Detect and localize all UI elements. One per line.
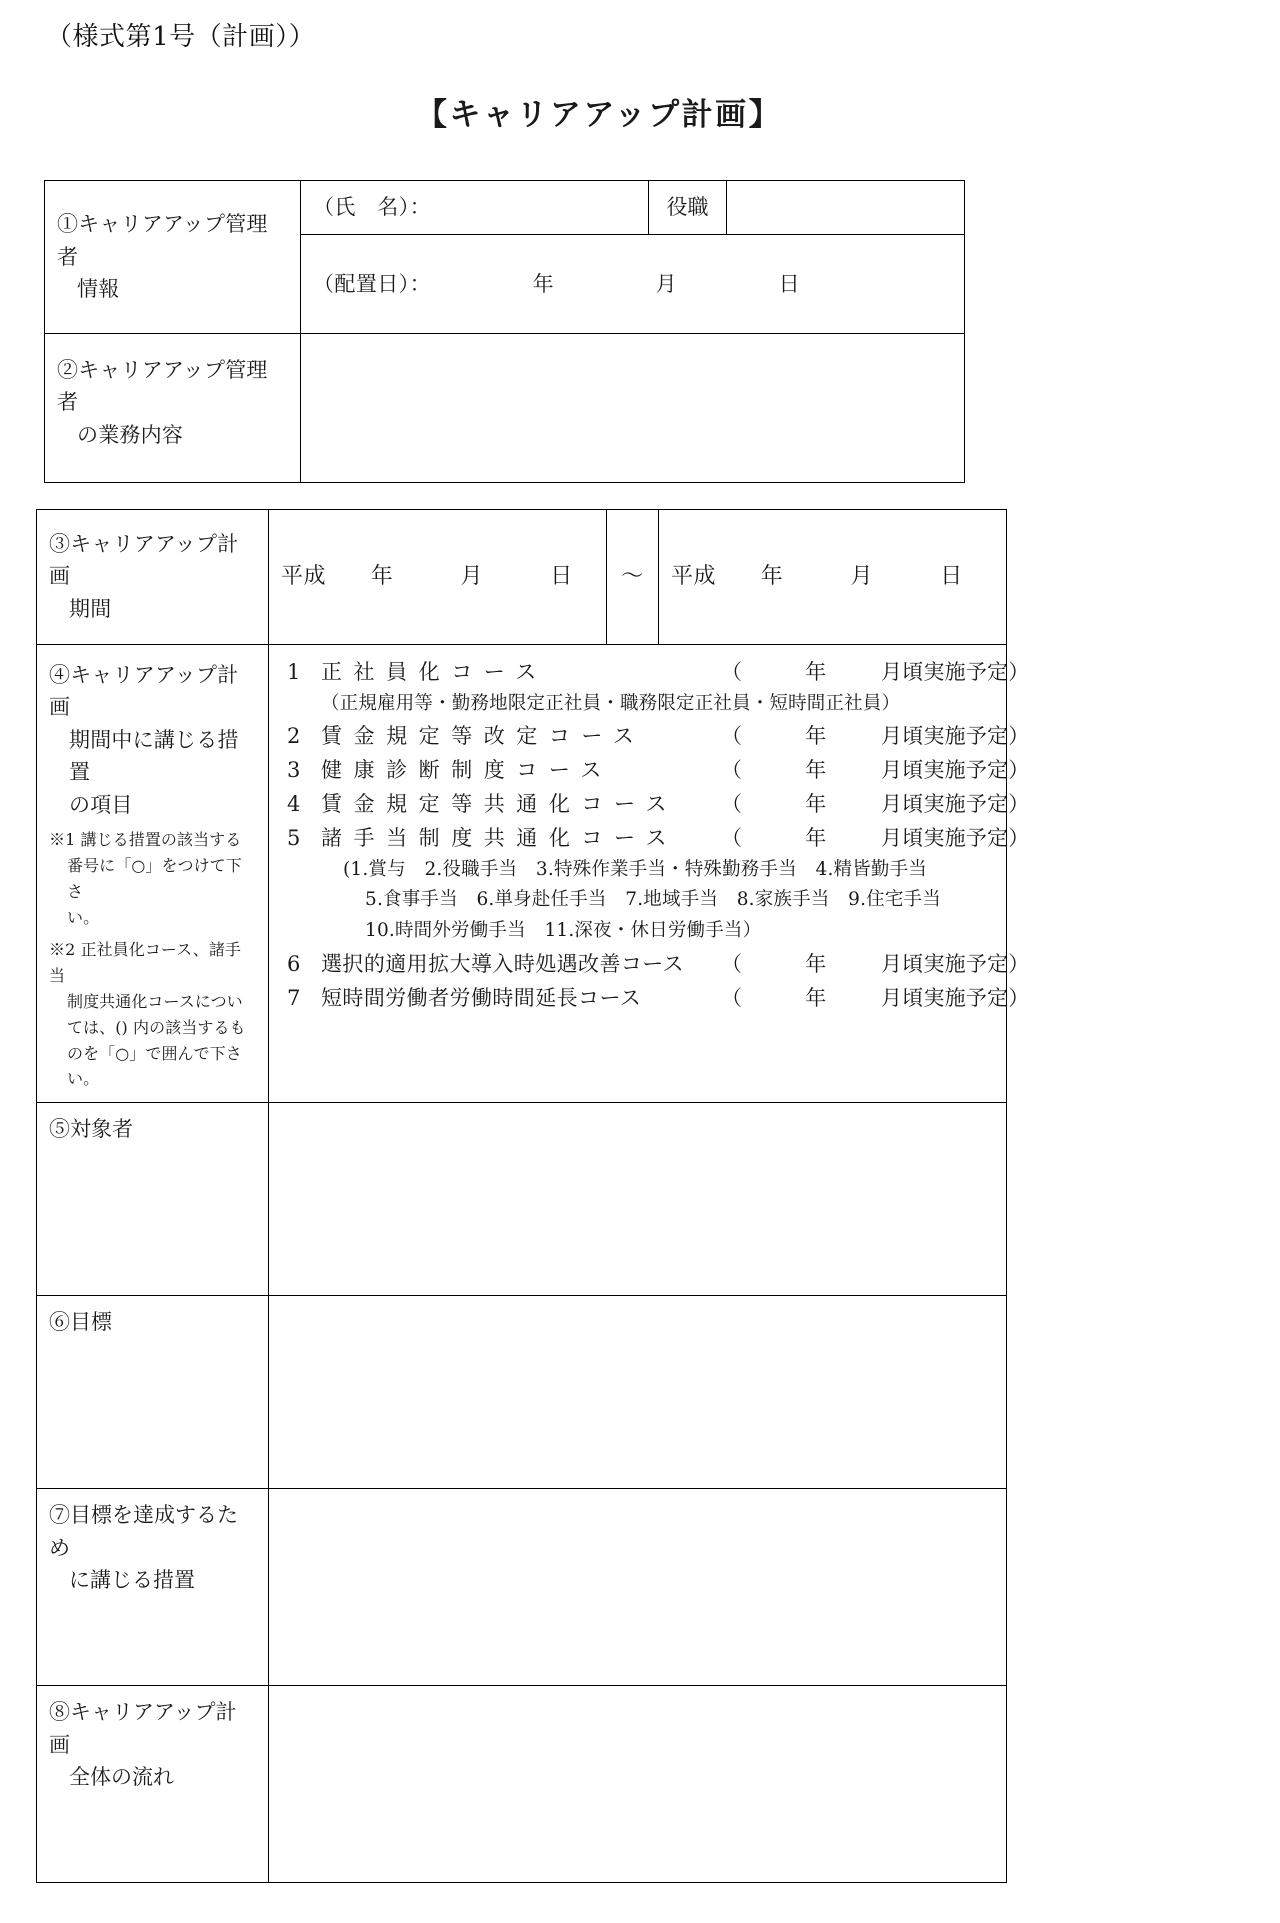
measures-label-line2: 期間中に講じる措置: [69, 727, 239, 785]
manager-info-table: [44, 180, 965, 483]
measure-number: 1: [287, 659, 301, 684]
measure-number: 4: [287, 791, 301, 816]
measure-schedule: （ 年 月頃実施予定）: [721, 659, 1030, 684]
row-label-manager-info: [45, 181, 301, 334]
goal-measures-input[interactable]: [269, 1489, 1007, 1686]
table-row-subjects: [37, 1103, 1007, 1296]
measure-name: 健康診断制度コース: [321, 757, 613, 782]
measure-item-7[interactable]: [281, 981, 1030, 1015]
measure-schedule: （ 年 月頃実施予定）: [721, 791, 1030, 816]
year-unit: 年: [532, 271, 555, 296]
measure-schedule: （ 年 月頃実施予定）: [721, 723, 1030, 748]
measure-number: 3: [287, 757, 301, 782]
measure-item-6[interactable]: [281, 947, 1030, 981]
subjects-input[interactable]: [269, 1103, 1007, 1296]
manager-duties-label-line2: の業務内容: [77, 423, 184, 448]
measures-label-line1: ④キャリアアップ計画: [49, 662, 239, 720]
day-unit: 日: [778, 271, 800, 296]
plan-period-label-line2: 期間: [69, 597, 112, 622]
placement-date-field[interactable]: [301, 234, 965, 333]
plan-period-label-line1: ③キャリアアップ計画: [49, 531, 239, 589]
measure-name: 選択的適用拡大導入時処遇改善コース: [321, 951, 685, 976]
measure-schedule: （ 年 月頃実施予定）: [721, 985, 1030, 1010]
measure-schedule: （ 年 月頃実施予定）: [721, 757, 1030, 782]
measure-name: 賃金規定等共通化コース: [321, 791, 678, 816]
manager-info-label-line1: ①キャリアアップ管理者: [57, 212, 268, 269]
placement-date-label: （配置日）：: [313, 271, 432, 296]
plan-period-label: [37, 509, 269, 644]
row-label-manager-duties: [45, 333, 301, 482]
measure-name: 諸手当制度共通化コース: [321, 825, 678, 850]
overall-flow-label: ⑧キャリアアップ計画 全体の流れ: [37, 1686, 269, 1883]
career-up-plan-table: [36, 509, 1030, 1883]
plan-period-end-field[interactable]: 平成 年 月 日: [659, 509, 1007, 644]
page-title: 【キャリアアップ計画】: [415, 97, 783, 134]
goal-measures-label: ⑦目標を達成するため に講じる措置: [37, 1489, 269, 1686]
subjects-label: ⑤対象者: [37, 1103, 269, 1296]
measure-item-4[interactable]: [281, 787, 1030, 821]
goal-input[interactable]: [269, 1296, 1007, 1489]
plan-period-start-field[interactable]: 平成 年 月 日: [269, 509, 607, 644]
overall-flow-input[interactable]: [269, 1686, 1007, 1883]
measure-item-2[interactable]: [281, 719, 1030, 753]
measure-name: 短時間労働者労働時間延長コース: [321, 985, 642, 1010]
goal-label: ⑥目標: [37, 1296, 269, 1489]
measure-item-1-subtext: （正規雇用等・勤務地限定正社員・職務限定正社員・短時間正社員）: [321, 692, 901, 714]
measure-item-3[interactable]: [281, 753, 1030, 787]
measure-number: 7: [287, 985, 301, 1010]
table-row-goal-measures: [37, 1489, 1007, 1686]
measure-number: 2: [287, 723, 301, 748]
manager-duties-input[interactable]: [301, 333, 965, 482]
measure-item-5[interactable]: [281, 821, 1030, 855]
measures-label-line3: の項目: [69, 792, 133, 817]
form-code: （様式第1号（計画））: [46, 22, 316, 52]
table-row: [45, 181, 965, 235]
table-row: [45, 333, 965, 482]
table-row-measures: [37, 644, 1007, 1103]
manager-duties-label-line1: ②キャリアアップ管理者: [57, 357, 268, 415]
measures-list: [269, 644, 1030, 1103]
measure-schedule: （ 年 月頃実施予定）: [721, 951, 1030, 976]
measure-name: 賃金規定等改定コース: [321, 723, 646, 748]
measure-item-5-subtext-line3: 10.時間外労働手当 11.深夜・休日労働手当）: [365, 920, 762, 942]
measure-schedule: （ 年 月頃実施予定）: [721, 825, 1030, 850]
plan-period-separator: ～: [607, 509, 659, 644]
manager-role-input[interactable]: [727, 181, 965, 235]
table-row-plan-period: [37, 509, 1007, 644]
manager-name-field[interactable]: [301, 181, 649, 235]
measure-item-5-subtext-line1: (1.賞与 2.役職手当 3.特殊作業手当・特殊勤務手当 4.精皆勤手当: [343, 858, 927, 880]
measures-label-cell: [37, 644, 269, 1103]
measures-note-1: ※1 講じる措置の該当する 番号に「○」をつけて下さ い。: [49, 830, 242, 928]
manager-role-label: 役職: [649, 181, 727, 235]
table-row-overall-flow: [37, 1686, 1007, 1883]
table-row-goal: [37, 1296, 1007, 1489]
manager-name-label: （氏 名）：: [313, 195, 432, 220]
measure-number: 6: [287, 951, 301, 976]
measure-item-5-subtext-line2: 5.食事手当 6.単身赴任手当 7.地域手当 8.家族手当 9.住宅手当: [365, 889, 941, 911]
measures-note-2: ※2 正社員化コース、諸手当 制度共通化コースについ ては、() 内の該当するも のを「○」で囲んで下さい。: [49, 939, 246, 1089]
month-unit: 月: [655, 271, 677, 296]
measure-number: 5: [287, 825, 301, 850]
measure-item-1[interactable]: [281, 655, 1030, 689]
manager-info-label-line2: 情報: [77, 277, 120, 302]
measure-name: 正社員化コース: [321, 659, 548, 684]
